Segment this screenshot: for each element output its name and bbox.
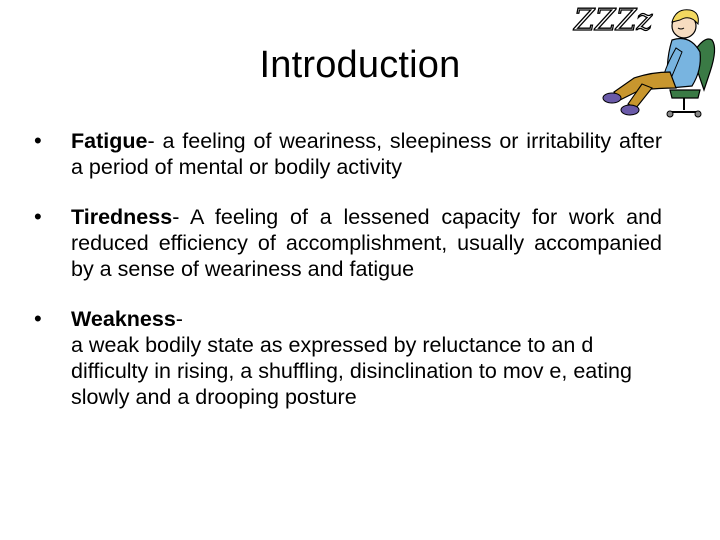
sleeping-person-icon <box>572 0 720 122</box>
definition-fatigue: - a feeling of weariness, sleepiness or irritability after a period of mental or bodily activity <box>71 129 662 179</box>
shoe <box>603 93 621 103</box>
term-tiredness: Tiredness <box>71 205 173 229</box>
chair-seat <box>670 90 700 98</box>
bullet-marker: • <box>34 306 42 331</box>
term-weakness: Weakness <box>71 307 176 331</box>
bullet-fatigue <box>34 128 662 180</box>
term-fatigue: Fatigue <box>71 129 148 153</box>
chair-wheel <box>667 111 673 117</box>
bullet-marker: • <box>34 128 42 153</box>
bullet-list <box>34 128 662 410</box>
definition-tiredness: - A feeling of a lessened capacity for work and reduced efficiency of accomplishment, usually accompanied by a sense of weariness and fatigue <box>71 205 662 281</box>
definition-weakness: a weak bodily state as expressed by reluctance to an d difficulty in rising, a shuffling, disinclination to mov e, eating slowly and a drooping posture <box>71 333 632 409</box>
bullet-tiredness <box>34 204 662 282</box>
chair-wheel <box>695 111 701 117</box>
bullet-weakness <box>34 306 662 410</box>
shoe <box>621 105 639 115</box>
snore-text: ZZZz <box>574 3 653 38</box>
bullet-marker: • <box>34 204 42 229</box>
definition-dash: - <box>175 307 183 331</box>
slide-title: Introduction <box>259 44 461 86</box>
